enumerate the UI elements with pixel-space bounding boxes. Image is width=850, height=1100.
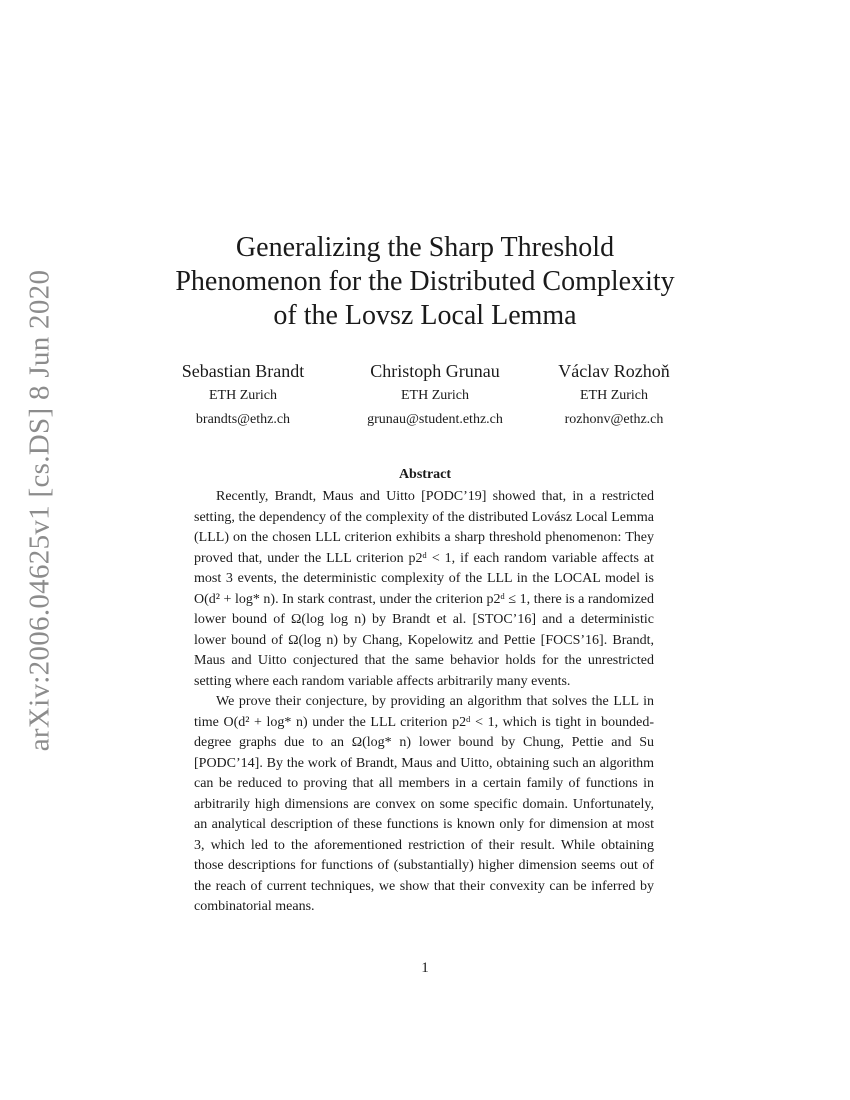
title-line: Phenomenon for the Distributed Complexity: [175, 266, 675, 297]
paper-title: [130, 231, 720, 333]
abstract-heading: Abstract: [398, 467, 452, 482]
title-line: Generalizing the Sharp Threshold: [235, 232, 615, 263]
title-line: of the Lovsz Local Lemma: [273, 300, 577, 331]
author-block: [540, 358, 688, 430]
author-email: grunau@student.ethz.ch: [367, 412, 503, 427]
abstract-paragraph: Recently, Brandt, Maus and Uitto [PODC’19] showed that, in a restricted setting, the dependency of the complexity of the distributed Lovász Local Lemma (LLL) on the chosen LLL criterion exhibits a sharp threshold phenomenon: They proved that, under the LLL criterion p2ᵈ < 1, if each random variable affects at most 3 events, the deterministic complexity of the LLL in the LOCAL model is O(d² + log* n). In stark contrast, under the criterion p2ᵈ ≤ 1, there is a randomized lower bound of Ω(log log n) by Brandt et al. [STOC’16] and a deterministic lower bound of Ω(log n) by Chang, Kopelowitz and Pettie [FOCS’16]. Brandt, Maus and Uitto conjectured that the same behavior holds for the unrestricted setting where each random variable affects arbitrarily many events.: [194, 489, 654, 689]
arxiv-identifier-text: arXiv:2006.04625v1 [cs.DS] 8 Jun 2020: [23, 269, 56, 751]
author-affiliation: ETH Zurich: [208, 388, 278, 403]
abstract-body: [194, 487, 654, 918]
author-name: Sebastian Brandt: [181, 361, 305, 381]
abstract-paragraph: We prove their conjecture, by providing an algorithm that solves the LLL in time O(d² + log* n) under the LLL criterion p2ᵈ < 1, which is tight in bounded-degree graphs due to an Ω(log* n) lower bound by Chung, Pettie and Su [PODC’14]. By the work of Brandt, Maus and Uitto, obtaining such an algorithm can be reduced to proving that all members in a certain family of functions in arbitrarily high dimensions are convex on some specific domain. Unfortunately, an analytical description of these functions is known only for dimension at most 3, which led to the aforementioned restriction of their result. While obtaining those descriptions for functions of (substantially) higher dimension seems out of the reach of current techniques, we show that their convexity can be inferred by combinatorial means.: [194, 694, 654, 914]
author-name: Christoph Grunau: [370, 361, 500, 381]
author-affiliation: ETH Zurich: [579, 388, 649, 403]
author-name: Václav Rozhoň: [558, 361, 670, 381]
page-number: 1: [421, 960, 429, 976]
author-block: [158, 358, 328, 430]
author-email: rozhonv@ethz.ch: [564, 412, 664, 427]
author-email: brandts@ethz.ch: [195, 412, 291, 427]
arxiv-identifier: [18, 269, 62, 751]
author-block: [345, 358, 525, 430]
author-affiliation: ETH Zurich: [400, 388, 470, 403]
